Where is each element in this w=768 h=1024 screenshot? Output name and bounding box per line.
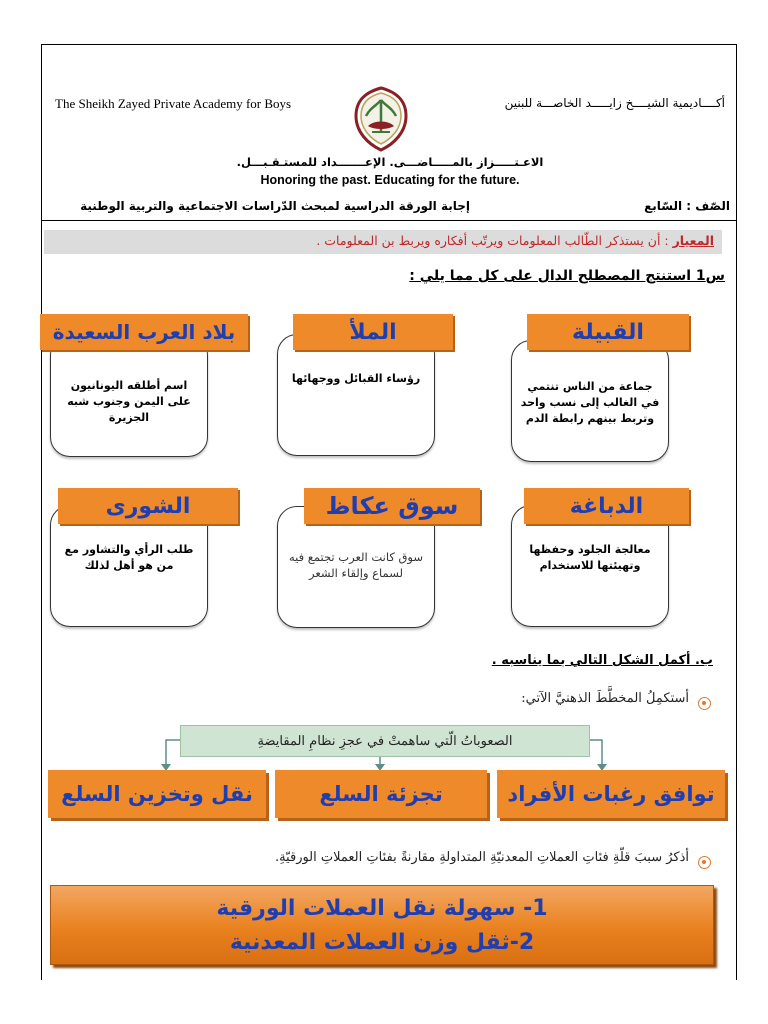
answer-box-wants: توافق رغبات الأفراد	[497, 770, 725, 818]
school-name-english: The Sheikh Zayed Private Academy for Boys	[55, 96, 292, 111]
sheet-title: إجابة الورقة الدراسية لمبحث الدّراسات الاجتماعية والتربية الوطنية	[80, 199, 470, 213]
coins-question: أذكرُ سببَ قلّةِ فئاتِ العملاتِ المعدنيّةِ المتداولةِ مقارنةً بفئاتِ العملاتِ الورقيّةِ.	[274, 850, 689, 865]
answer-box-transport: نقل وتخزين السلع	[48, 770, 266, 818]
motto-english: Honoring the past. Educating for the future.	[260, 173, 520, 187]
standard-text: : أن يستذكر الطّالب المعلومات ويرتّب أفكاره ويربط بن المعلومات .	[316, 233, 673, 248]
motto-arabic: الاعـتـــــزاز بالمـــــاضـــى. الإعـــــــداد للمستـقـبـــل.	[236, 155, 544, 169]
term-label: الدباغة	[524, 488, 689, 524]
mind-map-instruction: أستكمِلُ المخطَّطَ الذهنيَّ الآتي:	[521, 691, 689, 706]
definition-text: طلب الرأي والتشاور مع من هو أهل لذلك	[64, 543, 194, 572]
standard-label: المعيار	[672, 233, 714, 248]
bullet-icon	[698, 856, 711, 869]
term-label: القبيلة	[527, 314, 689, 350]
definition-text: جماعة من الناس تنتمي في الغالب إلى نسب واحد وتربط بينهم رابطة الدم	[520, 380, 660, 425]
answer-line-2: 2-ثقل وزن العملات المعدنية	[229, 930, 535, 955]
definition-text: معالجة الجلود وحفظها وتهيئتها للاستخدام	[529, 543, 651, 572]
term-label: الشورى	[58, 488, 238, 524]
coins-answer-box	[50, 885, 714, 965]
mind-map-banner: الصعوباتُ الّتي ساهمتْ في عجزِ نظامِ المقايضةِ	[180, 725, 590, 757]
answer-box-divisibility: تجزئة السلع	[275, 770, 487, 818]
term-label: سوق عكاظ	[304, 488, 480, 524]
school-name-arabic: أكــــاديمية الشيــــخ زايـــــد الخاصـــة للبنين	[504, 96, 725, 110]
definition-text: اسم أطلقه اليونانيون على اليمن وجنوب شبه الجزيرة	[67, 379, 191, 424]
question-b-heading: ب. أكمل الشكل التالي بما يناسبه .	[491, 653, 713, 668]
answer-line-1: 1- سهولة نقل العملات الورقية	[216, 896, 548, 921]
definition-text: سوق كانت العرب تجتمع فيه لسماع وإلقاء الشعر	[288, 550, 423, 580]
question-1-heading: س1 استنتج المصطلح الدال على كل مما يلي :	[409, 268, 725, 284]
definition-text: رؤساء القبائل ووجهائها	[291, 372, 421, 385]
term-label: بلاد العرب السعيدة	[40, 314, 248, 350]
grade-label: الصّف : السّابع	[644, 199, 730, 213]
term-label: الملأ	[293, 314, 453, 350]
